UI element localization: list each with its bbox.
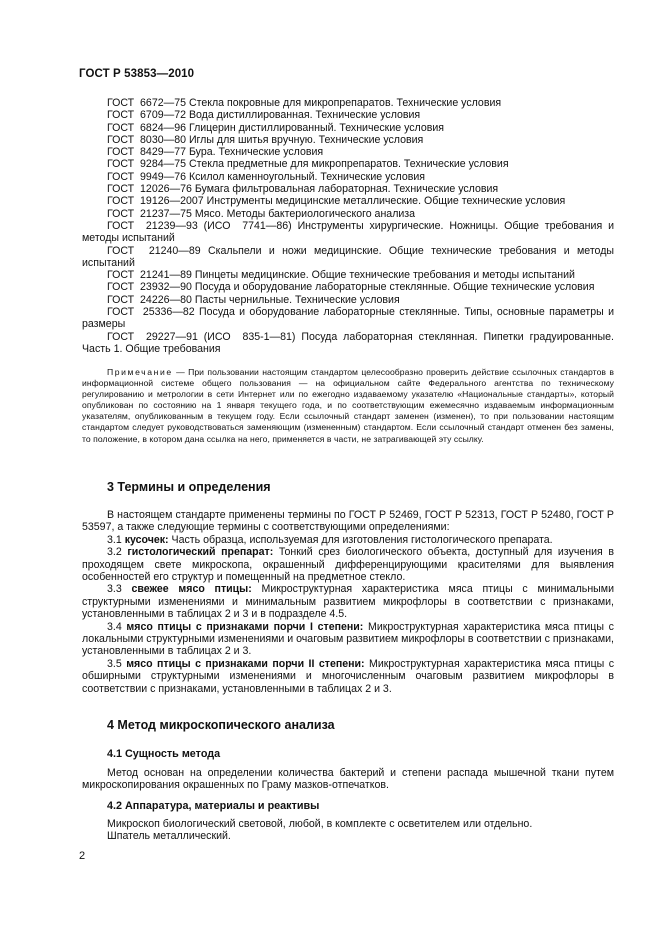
reference-item: ГОСТ 8030—80 Иглы для шитья вручную. Технические условия	[107, 133, 424, 146]
reference-item: ГОСТ 9284—75 Стекла предметные для микропрепаратов. Технические условия	[107, 158, 509, 171]
term-definition: 3.5 мясо птицы с признаками порчи II степени: Микроструктурная характеристика мяса птицы с обширными структурными изменениями и многочисленным очаговым развитием микрофлоры в соответствии с признаками, установленными в таблицах 2 и 3.	[82, 657, 615, 695]
term-definition: 3.1 кусочек: Часть образца, используемая для изготовления гистологического препарата.	[107, 533, 553, 546]
note-label: Примечание	[107, 367, 173, 377]
reference-item: ГОСТ 9949—76 Ксилол каменноугольный. Технические условия	[107, 170, 426, 183]
subsection-4-2-heading: 4.2 Аппаратура, материалы и реактивы	[107, 800, 320, 812]
section-3-heading: 3 Термины и определения	[107, 480, 271, 494]
reference-item: ГОСТ 21239—93 (ИСО 7741—86) Инструменты хирургические. Ножницы. Общие требования и методы испытаний	[82, 219, 614, 245]
reference-item: ГОСТ 6824—96 Глицерин дистиллированный. Технические условия	[107, 121, 445, 134]
equipment-line: Микроскоп биологический световой, любой, в комплекте с осветителем или отдельно.	[107, 818, 533, 830]
reference-item: ГОСТ 6672—75 Стекла покровные для микропрепаратов. Технические условия	[107, 97, 502, 109]
subsection-4-1-text: Метод основан на определении количества бактерий и степени распада мышечной ткани путем микроскопирования окрашенных по Граму мазков-отпечатков.	[82, 767, 614, 792]
reference-item: ГОСТ 24226—80 Пасты чернильные. Технические условия	[107, 293, 400, 306]
reference-item: ГОСТ 23932—90 Посуда и оборудование лабораторные стеклянные. Общие технические условия	[107, 281, 595, 294]
subsection-4-2-body	[82, 818, 614, 843]
subsection-4-1-body	[82, 767, 614, 792]
equipment-line: Шпатель металлический.	[107, 830, 231, 843]
note-paragraph	[82, 367, 614, 445]
reference-item: ГОСТ 19126—2007 Инструменты медицинские металлические. Общие технические условия	[107, 195, 566, 208]
section-3-intro: В настоящем стандарте применены термины по ГОСТ Р 52469, ГОСТ Р 52313, ГОСТ Р 52480, ГОСТ Р 53597, а также следующие термины с соответствующими определениями:	[82, 509, 614, 534]
reference-item: ГОСТ 8429—77 Бура. Технические условия	[107, 146, 324, 159]
term-definition: 3.4 мясо птицы с признаками порчи I степени: Микроструктурная характеристика мяса птицы с локальными структурными изменениями и очаговым развитием микрофлоры в соответствии с признаками, установленными в таблицах 2 и 3.	[82, 620, 614, 658]
reference-item: ГОСТ 12026—76 Бумага фильтровальная лабораторная. Технические условия	[107, 183, 499, 196]
section-3-body	[82, 509, 614, 695]
reference-item: ГОСТ 21237—75 Мясо. Методы бактериологического анализа	[107, 207, 416, 220]
normative-references-list	[82, 97, 614, 355]
term-definition: 3.3 свежее мясо птицы: Микроструктурная характеристика мяса птицы с минимальными структурными изменениями и минимальным развитием микрофлоры в соответствии с признаками, установленными в таблицах 2 и 3 и в подразделе 4.5.	[82, 583, 614, 621]
note-text: — При пользовании настоящим стандартом целесообразно проверить действие ссылочных стандартов в информационной системе общего пользования — на официальном сайте Федерального агентства по техническому регулированию и метрологии в сети Интернет или по ежегодно издаваемому указателю «Национальные стандарты», который опубликован по состоянию на 1 января текущего года, и по соответствующим ежемесячно издаваемым информационным указателям, опубликованным в текущем году. Если ссылочный стандарт заменен (изменен), то при пользовании настоящим стандартом следует руководствоваться заменяющим (измененным) стандартом. Если ссылочный стандарт отменен без замены, то положение, в котором дана ссылка на него, применяется в части, не затрагивающей эту ссылку.	[82, 367, 614, 444]
reference-item: ГОСТ 25336—82 Посуда и оборудование лабораторные стеклянные. Типы, основные параметры и размеры	[82, 306, 614, 331]
reference-item: ГОСТ 29227—91 (ИСО 835-1—81) Посуда лабораторная стеклянная. Пипетки градуированные. Часть 1. Общие требования	[82, 330, 614, 355]
term-definition: 3.2 гистологический препарат: Тонкий срез биологического объекта, доступный для изучения в проходящем свете микроскопа, окрашенный дифференцирующими красителями для выявления особенностей его структур и помещенный на предметное стекло.	[82, 546, 614, 584]
section-4-heading: 4 Метод микроскопического анализа	[107, 718, 335, 732]
page-header: ГОСТ Р 53853—2010	[79, 68, 195, 80]
subsection-4-1-heading: 4.1 Сущность метода	[107, 748, 221, 760]
reference-item: ГОСТ 21241—89 Пинцеты медицинские. Общие технические требования и методы испытаний	[107, 269, 575, 282]
page-number: 2	[79, 850, 86, 862]
reference-item: ГОСТ 6709—72 Вода дистиллированная. Технические условия	[107, 109, 421, 122]
reference-item: ГОСТ 21240—89 Скальпели и ножи медицинские. Общие технические требования и методы испытаний	[82, 244, 615, 269]
